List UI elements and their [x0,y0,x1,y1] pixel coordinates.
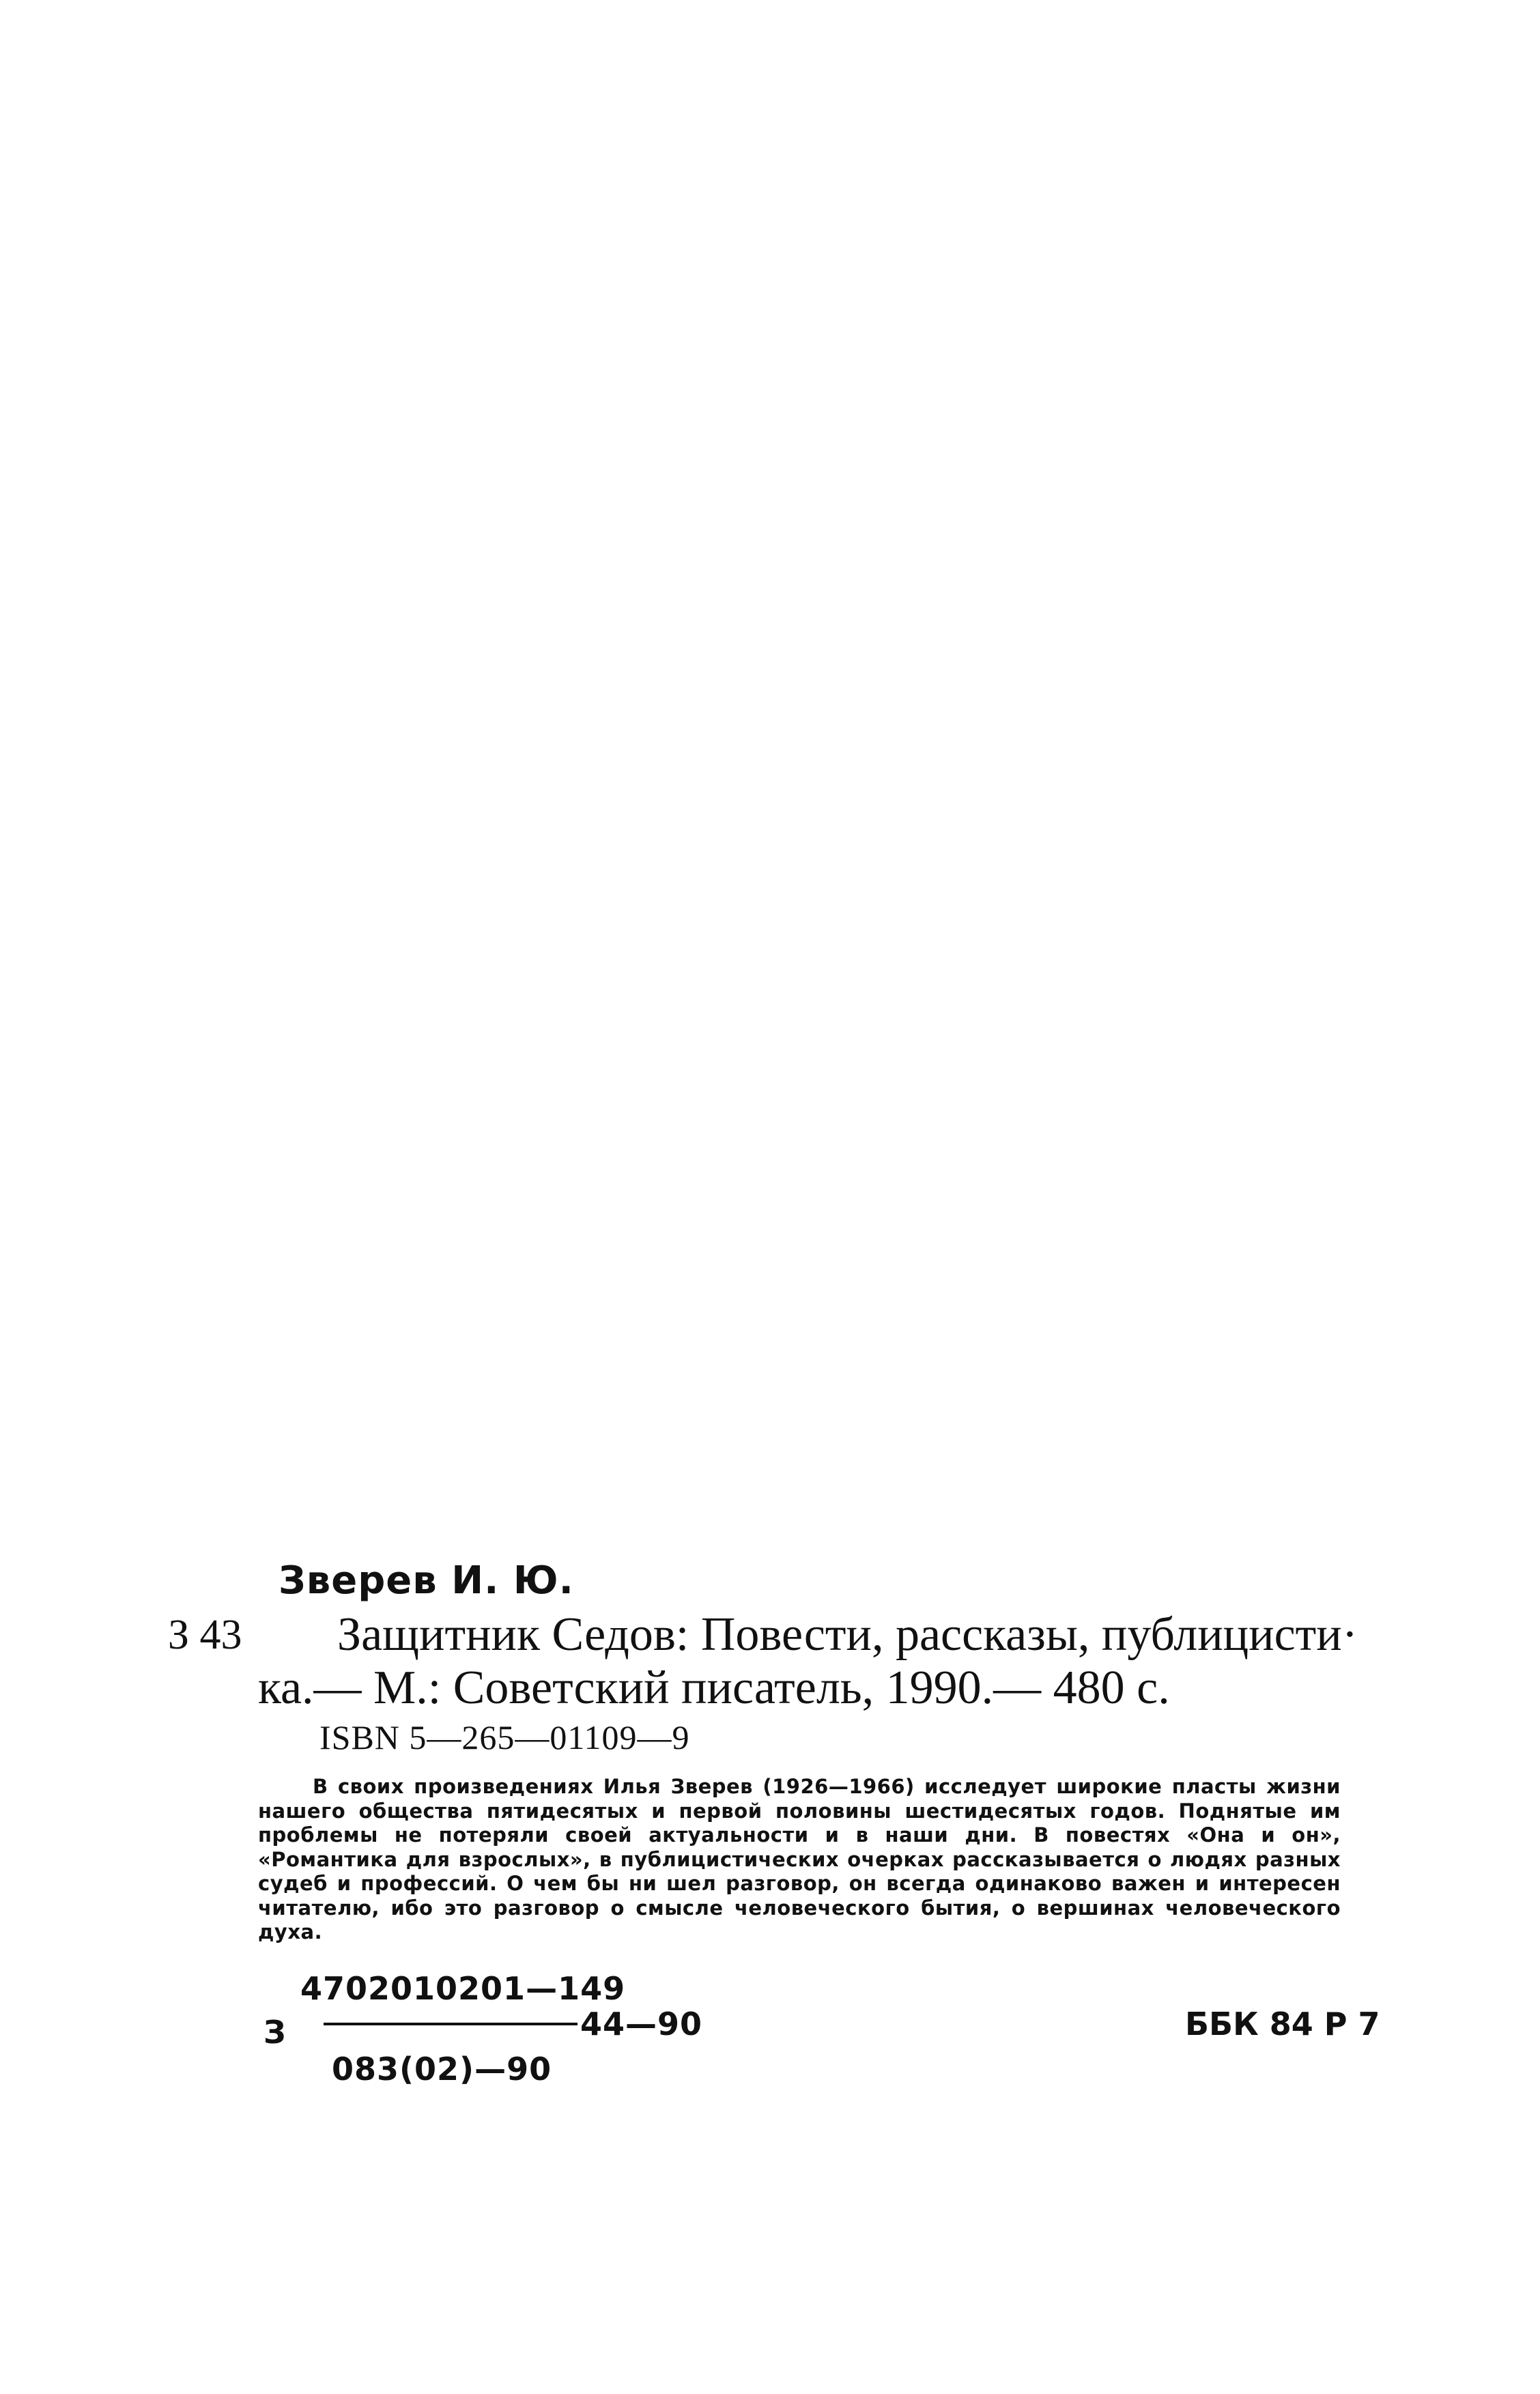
classification-suffix: 44—90 [580,2006,703,2042]
bbk-index: ББК 84 Р 7 [1185,2006,1380,2042]
bibliographic-description [258,1608,1358,1715]
annotation-paragraph: В своих произведениях Илья Зверев (1926—1966) исследует широкие пласты жизни нашего общества пятидесятых и первой половины шестидесятых годов. Поднятые им проблемы не потеряли своей актуальности и в наши дни. В повестях «Она и он», «Романтика для взрослых», в публицистических очерках рассказывается о людях разных судеб и профессий. О чем бы ни шел разговор, он всегда одинаково важен и интересен читателю, ибо это разговор о смысле человеческого бытия, о вершинах человеческого духа. [258,1775,1341,1943]
call-number: З 43 [168,1612,242,1658]
classification-denominator: 083(02)—90 [332,2051,552,2087]
classification-numerator: 4702010201—149 [300,1970,626,2007]
title-line-1: Защитник Седов: Повести, рассказы, публицисти· [337,1608,1358,1661]
classification-prefix: З [263,2014,286,2051]
fraction-rule [324,2023,578,2025]
title-line-2: ка.— М.: Советский писатель, 1990.— 480 с. [258,1662,1170,1714]
classification-block [0,1970,1540,2096]
author-name: Зверев И. Ю. [279,1558,574,1603]
isbn: ISBN 5—265—01109—9 [319,1718,690,1756]
